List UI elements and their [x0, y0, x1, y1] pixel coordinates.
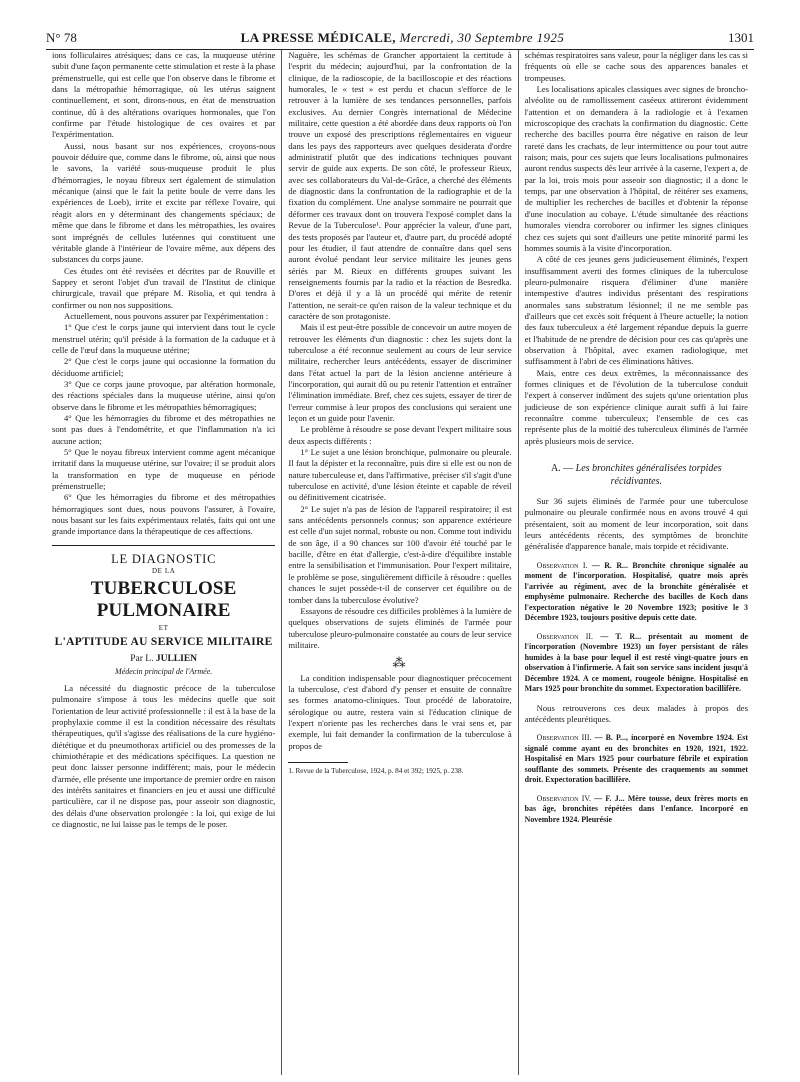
paragraph: Nous retrouverons ces deux malades à propos des antécédents pleurétiques. — [524, 702, 748, 725]
paragraph: schémas respiratoires sans valeur, pour la négliger dans les cas si fréquents où elle se cache sous des apparences banales et trompeuses. — [524, 50, 748, 83]
article-heading — [52, 551, 275, 677]
column-left — [46, 50, 281, 1075]
article-kicker: LE DIAGNOSTIC — [111, 551, 217, 566]
observation-text: — B. P..., incorporé en Novembre 1924. Est signalé comme ayant eu des bronchites en 1920, 1921, 1922. Hospitalisé en Mars 1925 pour courbature fébrile et expiration soufflante des sommets. Présente des craquements au sommet droit. Expectoration bacillifère. — [524, 733, 748, 785]
paragraph: Naguère, les schémas de Grancher apportaient la certitude à l'esprit du médecin; aujourd'hui, par la confrontation de la clinique, de la radioscopie, de la bacilloscopie et des réactions humorales, le « test » est perdu et chacun s'efforce de le retrouver à la lumière de ses tendances personnelles, parfois exclusives. Au dernier Congrès international de Médecine militaire, cette question a été abordée dans deux rapports où l'on trouve un exposé des prescriptions réglementaires en vigueur dans les pays des rapporteurs avec quelques desiderata d'ordre administratif plutôt que des indications techniques pouvant servir de guide aux experts. De son côté, le professeur Rieux, avec ses collaborateurs du Val-de-Grâce, a cherché des éléments de diagnostic dans la confrontation de la radiographie et de la fixation du complément. Une analyse sommaire ne pourrait que déformer ces travaux dont on trouvera l'exposé complet dans la Revue de la Tuberculose¹. Pour apprécier la valeur, d'une part, des tests proposés par l'auteur et, d'autre part, du procédé adopté pour les étudier, il faut attendre de connaître dans quel sens auront évolué pendant leur service militaire les jeunes gens sériés par M. Rieux en différents groupes suivant les renseignements fournis par la radio et la réaction de Besredka. D'ores et déjà il y a là un procédé qui mérite de retenir l'attention, ne serait-ce qu'en raison de la valeur technique et du caractère de son protagoniste. — [288, 50, 512, 321]
observation-label: Observation IV. — [536, 793, 591, 803]
observation-item — [525, 794, 748, 826]
observation-label: Observation II. — [536, 631, 594, 641]
paragraph: Mais il est peut-être possible de concevoir un autre moyen de retrouver les éléments d'un diagnostic : chez les sujets dont la tuberculose a été reconnue seulement au cours de leur service militaire, rechercher leurs antécédents, essayer de discriminer dans l'état actuel la part de la lésion ancienne antérieure à l'incorporation, qui aurait dû ou pu retenir l'attention et entraîner l'élimination immédiate. Bref, chez ces sujets, essayer de tirer de l'erreur commise à leur propos des conclusions qui seraient une leçon et un guide pour l'avenir. — [288, 322, 512, 423]
section-stars: ⁂ — [392, 655, 408, 671]
conclusion-item: 3° Que ce corps jaune provoque, par altération hormonale, des réactions spéciales dans la muqueuse utérine, ainsi qu'on observe dans le fibrome et les métropathies hémorragiques; — [52, 378, 276, 412]
paragraph: La condition indispensable pour diagnostiquer précocement la tuberculose, c'est d'abord d'y penser et ensuite de connaître ses formes anatomo-cliniques. Tout procédé de laboratoire, sérologique ou autre, restera vain si l'éducation clinique de l'expert n'oriente pas les recherches dans le vrai sens et, par exemple, lui fait demander la confirmation de la tuberculose à propos de — [288, 672, 512, 751]
observation-item — [525, 561, 748, 624]
paragraph: A côté de ces jeunes gens judicieusement éliminés, l'expert insuffisamment averti des formes cliniques de la tuberculose pleuro-pulmonaire risquera d'éliminer d'une manière intempestive d'autres individus présentant des respirations anormales sans substratum lésionnel; il ne me semble pas d'ailleurs que cet excès soit fréquent à l'heure actuelle; la notion des faux tuberculeux a été largement répandue depuis la guerre et l'habitude de ne prendre de décision pour ces cas qu'après une observation à l'hôpital, avec examen radiologique, met suffisamment à l'abri de ces éliminations hâtives. — [524, 254, 748, 367]
article-intro: La nécessité du diagnostic précoce de la tuberculose pulmonaire s'impose à tous les médecins quelle que soit l'orientation de leur activité professionnelle : il est à la base de la prophylaxie comme il est la condition nécessaire des résultats thérapeutiques, qu'il s'agisse des réalisations de la cure hygiéno-diététique et du pneumothorax artificiel ou des promesses de la chimiothérapie et des médications spécifiques. La question ne peut donc laisser personne indifférent; mais, pour le médecin d'armée, elle présente une importance de premier ordre en raison des intérêts sanitaires et financiers en jeu et aussi une difficulté particulière, car il ne dispose pas, pour asseoir son diagnostic, des délais d'une observation prolongée : la loi, qui exige de lui ce diagnostic, ne lui laisse pas le temps de le poser. — [52, 682, 276, 829]
paragraph: Mais, entre ces deux extrêmes, la méconnaissance des formes cliniques et de l'évolution de la tuberculose conduit l'expert à conserver indûment des sujets qu'une orientation plus judicieuse de son expérience clinique aurait suffi à lui faire reconnaître comme tuberculeux; l'ensemble de ces cas représente plus de la moitié des tuberculeux éliminés de l'armée après plusieurs mois de service. — [524, 367, 748, 446]
conclusion-item: 5° Que le noyau fibreux intervient comme agent mécanique irritatif dans la muqueuse utérine, sur l'ovaire; il se produit alors la transformation en type de muqueuse en période prémenstruelle; — [52, 447, 276, 492]
observation-label: Observation I. — [536, 560, 588, 570]
article-separator — [52, 545, 275, 546]
conclusion-item: 4° Que les hémorragies du fibrome et des métropathies ne sont pas dues à l'endométrite, et que l'inflammation n'a ici aucune action; — [52, 413, 276, 446]
paragraph: 1° Le sujet a une lésion bronchique, pulmonaire ou pleurale. Il faut la dépister et la reconnaître, puis dire si elle est ou non de nature tuberculeuse et, dans l'affirmative, préciser s'il s'agit d'une tuberculose en activité, d'une lésion éteinte et capable de réveil ou définitivement cicatrisée. — [288, 447, 512, 503]
section-heading — [525, 463, 748, 488]
paragraph: Ces études ont été revisées et décrites par de Rouville et Sappey et seront l'objet d'un travail de l'Institut de clinique chirurgicale, travail que prépare M. Risolia, et qui tendra à confirmer ou non nos suppositions. — [52, 265, 276, 310]
paragraph: Aussi, nous basant sur nos expériences, croyons-nous pouvoir déduire que, comme dans le fibrome, où, ainsi que nous le savons, la variété sous-muqueuse produit le plus d'hémorragies, le noyau fibreux sert également de stimulation mécanique (ainsi que le fait la petite boule de verre dans les expériences de Loeb), irrite et excite par réflexe l'ovaire, qui réagit alors en y déterminant des changements spéciaux; de même que dans le fibrome et dans les métropathies, les ovaires sont imprégnés de cellules lutéennes qui constituent une véritable glande à l'intérieur de l'ovaire même, aux dépens des substances du corps jaune. — [52, 140, 276, 265]
paragraph: Actuellement, nous pouvons assurer par l'expérimentation : — [64, 310, 269, 321]
paragraph: Les localisations apicales classiques avec signes de broncho-alvéolite ou de ramollissement caséeux attireront évidemment l'attention et on demandera à la radiologie et à l'examen microscopique des crachats la confirmation du diagnostic. Cette recherche des bacilles pourra être négative en raison de leur rareté dans les crachats, de leur intermittence ou pour tout autre raison; mais, pour ces sujets que leurs localisations pulmonaires auront rendus suspects dès leur arrivée à la caserne, l'expert a, de par la loi, trois mois pour asseoir son diagnostic; il a donc le temps, par une observation à l'hôpital, de réitérer ses examens, de multiplier les recherches de bacilles et d'obtenir la réponse d'une inoculation au cobaye. L'étude simultanée des réactions humorales viendra corroborer ou infirmer les signes cliniques chez ces sujets qui sont d'ailleurs une petite minorité parmi les hommes soumis à la visite d'incorporation. — [524, 84, 748, 253]
column-right — [518, 50, 754, 1075]
article-of: DE LA — [151, 567, 176, 576]
article-byline — [52, 654, 275, 665]
article-title: TUBERCULOSE PULMONAIRE — [90, 578, 237, 622]
footnote: 1. Revue de la Tuberculose, 1924, p. 84 et 392; 1925, p. 238. — [288, 766, 464, 775]
conclusion-item: 6° Que les hémorragies du fibrome et des métropathies hémorragiques sont dues, nous pouvons l'assurer, à l'ovaire, nous basant sur les faits expérimentaux relatés, faits qui ont une grande importance dans la thérapeutique de ces affections. — [52, 492, 276, 537]
observation-item — [525, 632, 748, 695]
conclusion-item: 2° Que c'est le corps jaune qui occasionne la formation du déciduome artificiel; — [52, 356, 276, 378]
section-title: Les bronchites généralisées torpides récidivantes. — [575, 463, 722, 487]
journal-name: LA PRESSE MÉDICALE, — [240, 30, 396, 45]
issue-number: N° 78 — [46, 30, 77, 45]
byline-prefix: Par L. — [130, 654, 154, 665]
page-columns — [46, 50, 754, 1075]
page-number: 1301 — [728, 30, 754, 45]
article-subtitle: L'APTITUDE AU SERVICE MILITAIRE — [54, 635, 273, 648]
observation-label: Observation III. — [536, 733, 592, 743]
footnote-rule — [288, 762, 348, 763]
paragraph: ions folliculaires atrésiques; dans ce cas, la muqueuse utérine subit d'une façon permanente cette stimulation et reste à la phase prémenstruelle, qui est celle que l'on observe dans le fibrome et dans la métropathie hémorragique, où les utérus saignent continuellement, et sont, dirons-nous, en état de menstruation continue, dû à des altérations ovariques hormonales, que l'on confirme par l'étude histologique de ces ovaires et par l'expérimentation. — [52, 50, 276, 140]
column-middle — [281, 50, 517, 1075]
observation-text: — R. R... Bronchite chronique signalée au moment de l'incorporation. Hospitalisé, quatre mois après l'arrivée au régiment, avec de la bronchite généralisée et emphysème pulmonaire. Recherche des bacilles de Koch dans l'expectoration négative le 20 Novembre 1923; positive le 3 Décembre 1923, toujours positive depuis cette date. — [524, 560, 748, 623]
paragraph: Le problème à résoudre se pose devant l'expert militaire sous deux aspects différents : — [288, 424, 512, 446]
journal-title — [241, 30, 565, 46]
observation-item — [525, 733, 748, 786]
article-and: ET — [158, 624, 169, 633]
author-role: Médecin principal de l'Armée. — [115, 666, 213, 676]
page-header — [46, 24, 754, 50]
author-name: JULLIEN — [155, 654, 198, 665]
conclusion-item: 1° Que c'est le corps jaune qui intervient dans tout le cycle menstruel utérin; qu'il préside à la formation de la caduque et à celle de l'œuf dans la muqueuse utérine; — [52, 322, 276, 355]
paragraph: Essayons de résoudre ces difficiles problèmes à la lumière de quelques observations de sujets éliminés de l'armée pour tuberculose pleuro-pulmonaire constatée au cours de leur service militaire. — [288, 605, 512, 650]
observation-text: — T. R... présentait au moment de l'incorporation (Novembre 1923) un foyer persistant de râles humides à la base pour lequel il est resté vingt-quatre jours en observation à l'infirmerie. A fait son service sans incident jusqu'à Décembre 1924. A ce moment, rougeole bénigne. Hospitalisé en Mars 1925 pour bronchite du sommet. Expectoration bacillifère. — [524, 631, 748, 694]
paragraph: 2° Le sujet n'a pas de lésion de l'appareil respiratoire; il est sans antécédents personnels connus; son apparence extérieure est celle d'un sujet normal, robuste ou non. Comme tout individu de son âge, il a 90 chances sur 100 d'avoir été touché par le bacille, d'être en état d'allergie, c'est-à-dire d'équilibre instable entre la sensibilisation et l'immunisation. Pour l'expert militaire, le problème se pose, singulièrement difficile à résoudre : quelles chances le sujet possède-t-il de conserver cet équilibre ou de tomber dans la tuberculose évolutive? — [288, 503, 512, 605]
issue-date: Mercredi, 30 Septembre 1925 — [399, 30, 565, 45]
observation-text: — F. J... Mère tousse, deux frères morts en bas âge, bronchites répétées dans l'enfance. Incorporé en Novembre 1924. Pleurésie — [524, 793, 748, 824]
section-letter: A. — — [550, 463, 574, 475]
paragraph: Sur 36 sujets éliminés de l'armée pour une tuberculose pulmonaire ou pleurale confirmée nous en avons trouvé 4 qui présentaient, soit au moment de leur incorporation, soit dans leurs antécédents récents, des symptômes de bronchite généralisée d'apparence banale, mais torpide et récidivante. — [524, 496, 748, 552]
